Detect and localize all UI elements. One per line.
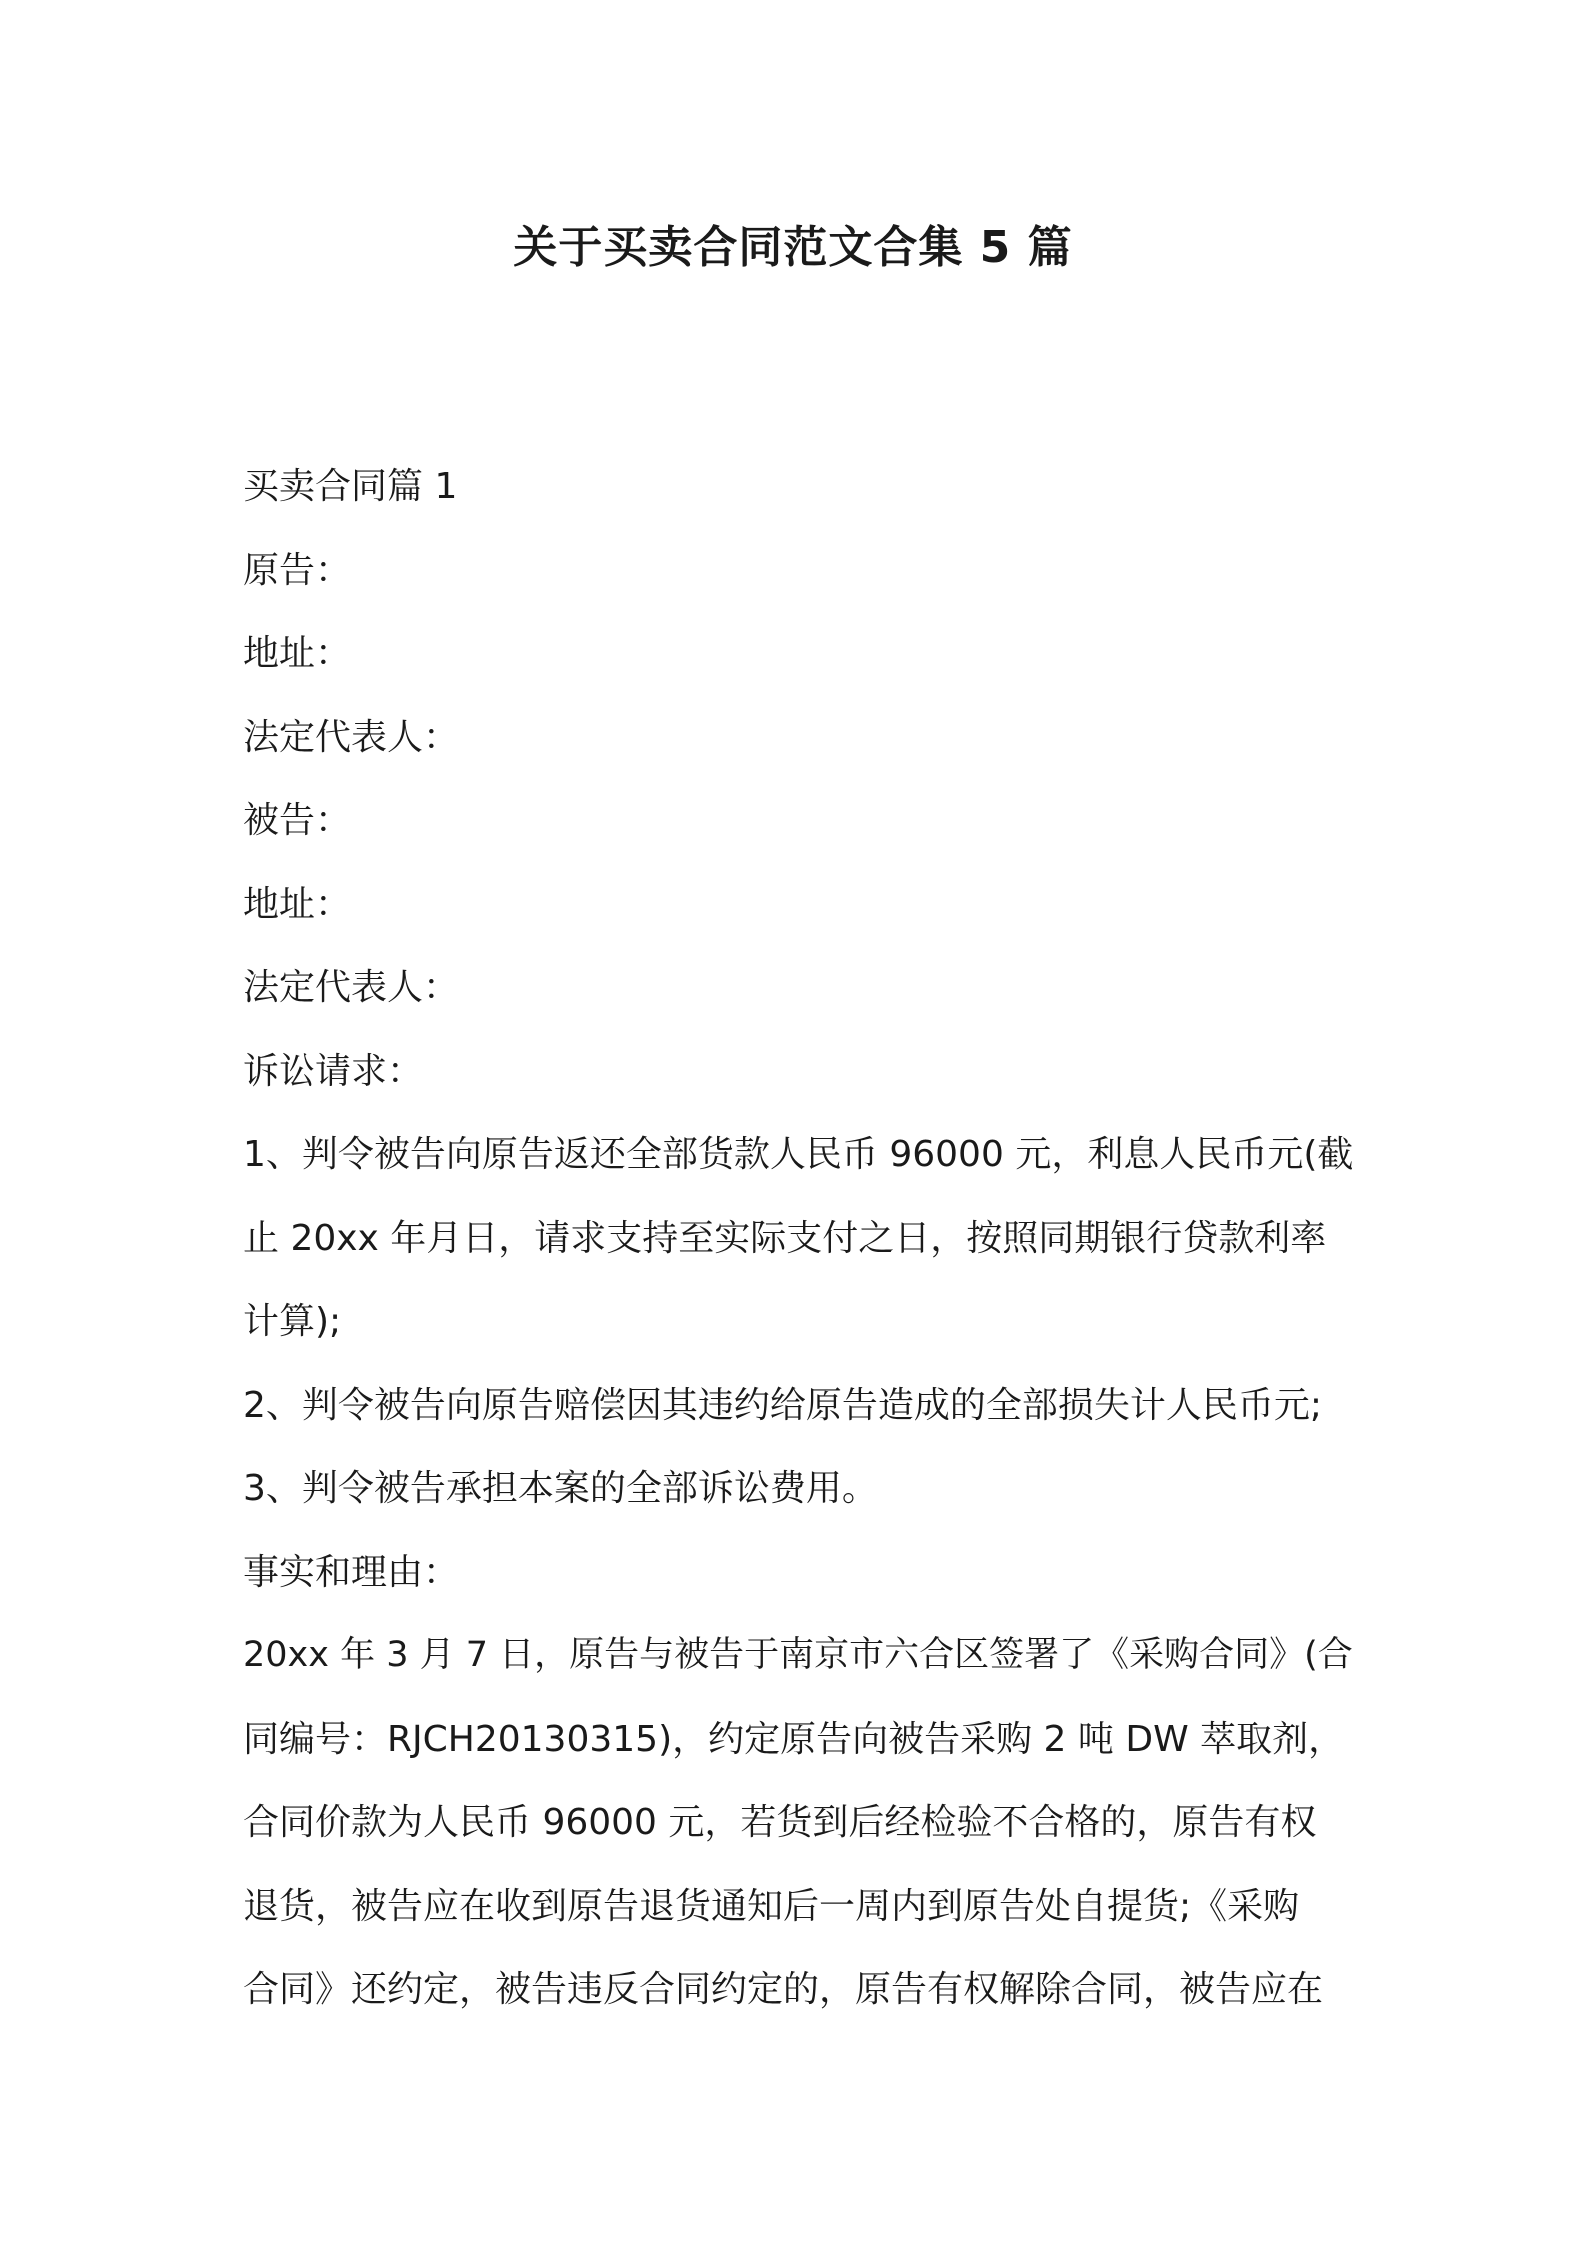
claim-2: 2、判令被告向原告赔偿因其违约给原告造成的全部损失计人民币元; [243,1384,1323,1426]
claim-1-line-1: 1、判令被告向原告返还全部货款人民币 96000 元，利息人民币元(截 [243,1134,1354,1175]
claim-1-line-3: 计算); [243,1301,342,1342]
facts-heading: 事实和理由： [243,1551,460,1593]
claim-1-line-2: 止 20xx 年月日，请求支持至实际支付之日，按照同期银行贷款利率 [243,1217,1327,1259]
plaintiff-legal-rep-label: 法定代表人： [243,716,460,758]
facts-line-1: 20xx 年 3 月 7 日，原告与被告于南京市六合区签署了《采购合同》(合 [243,1635,1353,1675]
claim-3: 3、判令被告承担本案的全部诉讼费用。 [243,1468,878,1509]
document-body [243,445,1357,2032]
claims-heading: 诉讼请求： [243,1050,424,1092]
document-title: 关于买卖合同范文合集 5 篇 [513,222,1073,273]
facts-line-5: 合同》还约定，被告违反合同约定的，原告有权解除合同，被告应在 [243,1969,1324,2010]
defendant-legal-rep-label: 法定代表人： [243,967,460,1008]
facts-line-3: 合同价款为人民币 96000 元，若货到后经检验不合格的，原告有权 [243,1802,1317,1843]
facts-line-4: 退货，被告应在收到原告退货通知后一周内到原告处自提货;《采购 [243,1885,1300,1927]
defendant-address-label: 地址： [243,883,352,925]
section-heading: 买卖合同篇 1 [243,466,458,507]
plaintiff-address-label: 地址： [243,633,352,674]
defendant-label: 被告： [243,800,352,841]
plaintiff-label: 原告： [243,549,352,591]
facts-line-2: 同编号：RJCH20130315)，约定原告向被告采购 2 吨 DW 萃取剂， [243,1718,1345,1760]
